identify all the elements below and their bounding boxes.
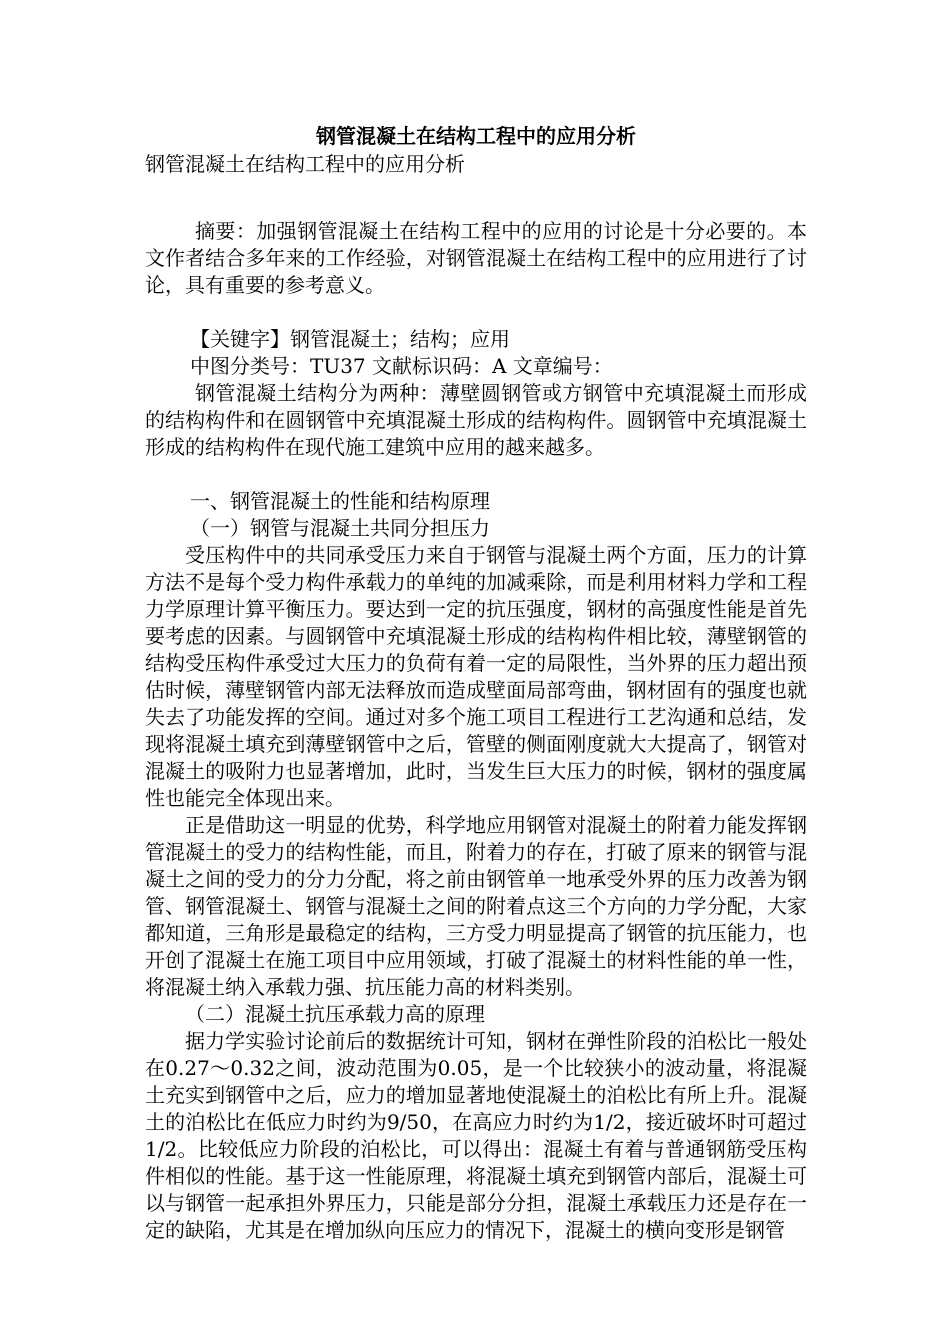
classification-line: 中图分类号：TU37 文献标识码：A 文章编号：: [190, 354, 613, 378]
blank-line: [145, 461, 807, 488]
keywords-line: 【关键字】钢管混凝土；结构；应用: [190, 327, 510, 351]
document-title: 钢管混凝土在结构工程中的应用分析: [316, 124, 636, 148]
subsection-heading: （二）混凝土抗压承载力高的原理: [185, 1002, 485, 1026]
blank-line: [145, 178, 807, 205]
abstract-paragraph: 摘要：加强钢管混凝土在结构工程中的应用的讨论是十分必要的。本文作者结合多年来的工作经验，对钢管混凝土在结构工程中的应用进行了讨论，具有重要的参考意义。: [145, 219, 807, 297]
document-page: [145, 122, 807, 1244]
subsection-heading: （一）钢管与混凝土共同分担压力: [190, 516, 490, 540]
intro-paragraph: 钢管混凝土结构分为两种：薄壁圆钢管或方钢管中充填混凝土而形成的结构构件和在圆钢管中充填混凝土形成的结构构件。圆钢管中充填混凝土形成的结构构件在现代施工建筑中应用的越来越多。: [145, 381, 807, 459]
document-subtitle: 钢管混凝土在结构工程中的应用分析: [145, 152, 465, 176]
section-heading: 一、钢管混凝土的性能和结构原理: [190, 489, 490, 513]
body-paragraph: 受压构件中的共同承受压力来自于钢管与混凝土两个方面，压力的计算方法不是每个受力构件承载力的单纯的加减乘除，而是利用材料力学和工程力学原理计算平衡压力。要达到一定的抗压强度，钢材的高强度性能是首先要考虑的因素。与圆钢管中充填混凝土形成的结构构件相比较，薄壁钢管的结构受压构件承受过大压力的负荷有着一定的局限性，当外界的压力超出预估时候，薄壁钢管内部无法释放而造成壁面局部弯曲，钢材固有的强度也就失去了功能发挥的空间。通过对多个施工项目工程进行工艺沟通和总结，发现将混凝土填充到薄壁钢管中之后，管壁的侧面刚度就大大提高了，钢管对混凝土的吸附力也显著增加，此时，当发生巨大压力的时候，钢材的强度属性也能完全体现出来。: [145, 543, 807, 810]
blank-line: [145, 299, 807, 326]
body-paragraph: 正是借助这一明显的优势，科学地应用钢管对混凝土的附着力能发挥钢管混凝土的受力的结构性能，而且，附着力的存在，打破了原来的钢管与混凝土之间的受力的分力分配，将之前由钢管单一地承受外界的压力改善为钢管、钢管混凝土、钢管与混凝土之间的附着点这三个方向的力学分配，大家都知道，三角形是最稳定的结构，三方受力明显提高了钢管的抗压能力，也开创了混凝土在施工项目中应用领域，打破了混凝土的材料性能的单一性，将混凝土纳入承载力强、抗压能力高的材料类别。: [145, 813, 807, 999]
body-paragraph: 据力学实验讨论前后的数据统计可知，钢材在弹性阶段的泊松比一般处在0.27～0.32之间，波动范围为0.05，是一个比较狭小的波动量，将混凝土充实到钢管中之后，应力的增加显著地使混凝土的泊松比有所上升。混凝土的泊松比在低应力时约为9/50，在高应力时约为1/2，接近破坏时可超过1/2。比较低应力阶段的泊松比，可以得出：混凝土有着与普通钢筋受压构件相似的性能。基于这一性能原理，将混凝土填充到钢管内部后，混凝土可以与钢管一起承担外界压力，只能是部分分担，混凝土承载压力还是存在一定的缺陷，尤其是在增加纵向压应力的情况下，混凝土的横向变形是钢管: [145, 1029, 807, 1242]
